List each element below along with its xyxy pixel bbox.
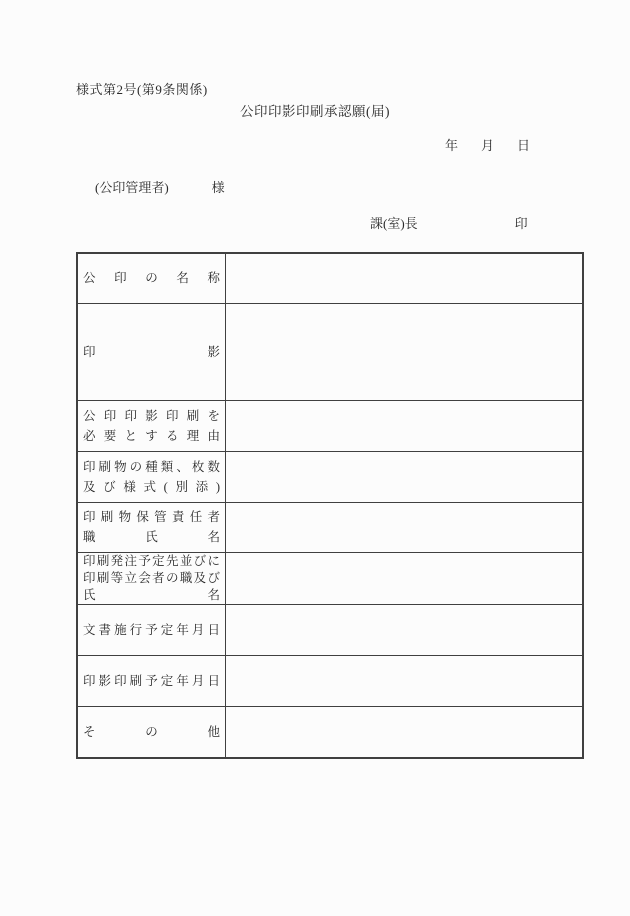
row-label-seal-impression xyxy=(77,303,226,400)
year-label: 年 xyxy=(445,138,459,153)
day-label: 日 xyxy=(517,138,531,153)
month-label: 月 xyxy=(481,138,495,153)
document-title: 公印印影印刷承認願(届) xyxy=(240,104,390,119)
label-line: 印刷発注予定先並びに xyxy=(83,553,220,568)
row-value-reason xyxy=(226,400,584,451)
row-value-document-issue-date xyxy=(226,604,584,655)
row-label-impression-print-date xyxy=(77,655,226,706)
label-line: 印刷物の種類、枚数 xyxy=(83,459,220,474)
row-value-custodian xyxy=(226,502,584,552)
addressee-label: (公印管理者) xyxy=(95,180,169,195)
label-line: その他 xyxy=(83,724,220,739)
table-row-print-type-quantity xyxy=(77,451,583,502)
row-label-document-issue-date xyxy=(77,604,226,655)
label-line: 公印の名称 xyxy=(83,271,220,286)
row-label-seal-name xyxy=(77,253,226,303)
row-value-impression-print-date xyxy=(226,655,584,706)
table-row-other xyxy=(77,706,583,758)
label-line: 印刷物保管責任者 xyxy=(83,510,220,524)
row-label-custodian xyxy=(77,502,226,552)
row-label-print-vendor xyxy=(77,552,226,604)
table-row-document-issue-date xyxy=(77,604,583,655)
label-line: 文書施行予定年月日 xyxy=(83,622,220,637)
row-label-other xyxy=(77,706,226,758)
form-number: 様式第2号(第9条関係) xyxy=(76,82,208,97)
row-value-seal-name xyxy=(226,253,584,303)
table-row-seal-impression xyxy=(77,303,583,400)
label-line: 印影印刷予定年月日 xyxy=(83,673,220,688)
label-line: 及び様式(別添) xyxy=(83,479,220,494)
row-value-print-type-quantity xyxy=(226,451,584,502)
label-line: 必要とする理由 xyxy=(83,428,220,443)
label-line: 公印印影印刷を xyxy=(83,408,220,423)
table-row-custodian xyxy=(77,502,583,552)
row-label-reason xyxy=(77,400,226,451)
seal-mark: 印 xyxy=(514,216,528,231)
table-row-impression-print-date xyxy=(77,655,583,706)
table-row-reason xyxy=(77,400,583,451)
label-line: 印影 xyxy=(83,344,220,359)
row-value-seal-impression xyxy=(226,303,584,400)
addressee-honorific: 様 xyxy=(211,180,225,195)
form-table xyxy=(76,252,584,759)
label-line: 職氏名 xyxy=(83,530,220,544)
row-value-other xyxy=(226,706,584,758)
issue-date-line xyxy=(445,139,530,153)
row-value-print-vendor xyxy=(226,552,584,604)
table-row-seal-name xyxy=(77,253,583,303)
label-line: 印刷等立会者の職及び xyxy=(83,570,220,585)
row-label-print-type-quantity xyxy=(77,451,226,502)
addressee-line xyxy=(95,181,225,195)
table-row-print-vendor xyxy=(77,552,583,604)
approver-title: 課(室)長 xyxy=(370,216,418,231)
approver-line xyxy=(370,217,528,231)
label-line: 氏名 xyxy=(83,587,220,602)
